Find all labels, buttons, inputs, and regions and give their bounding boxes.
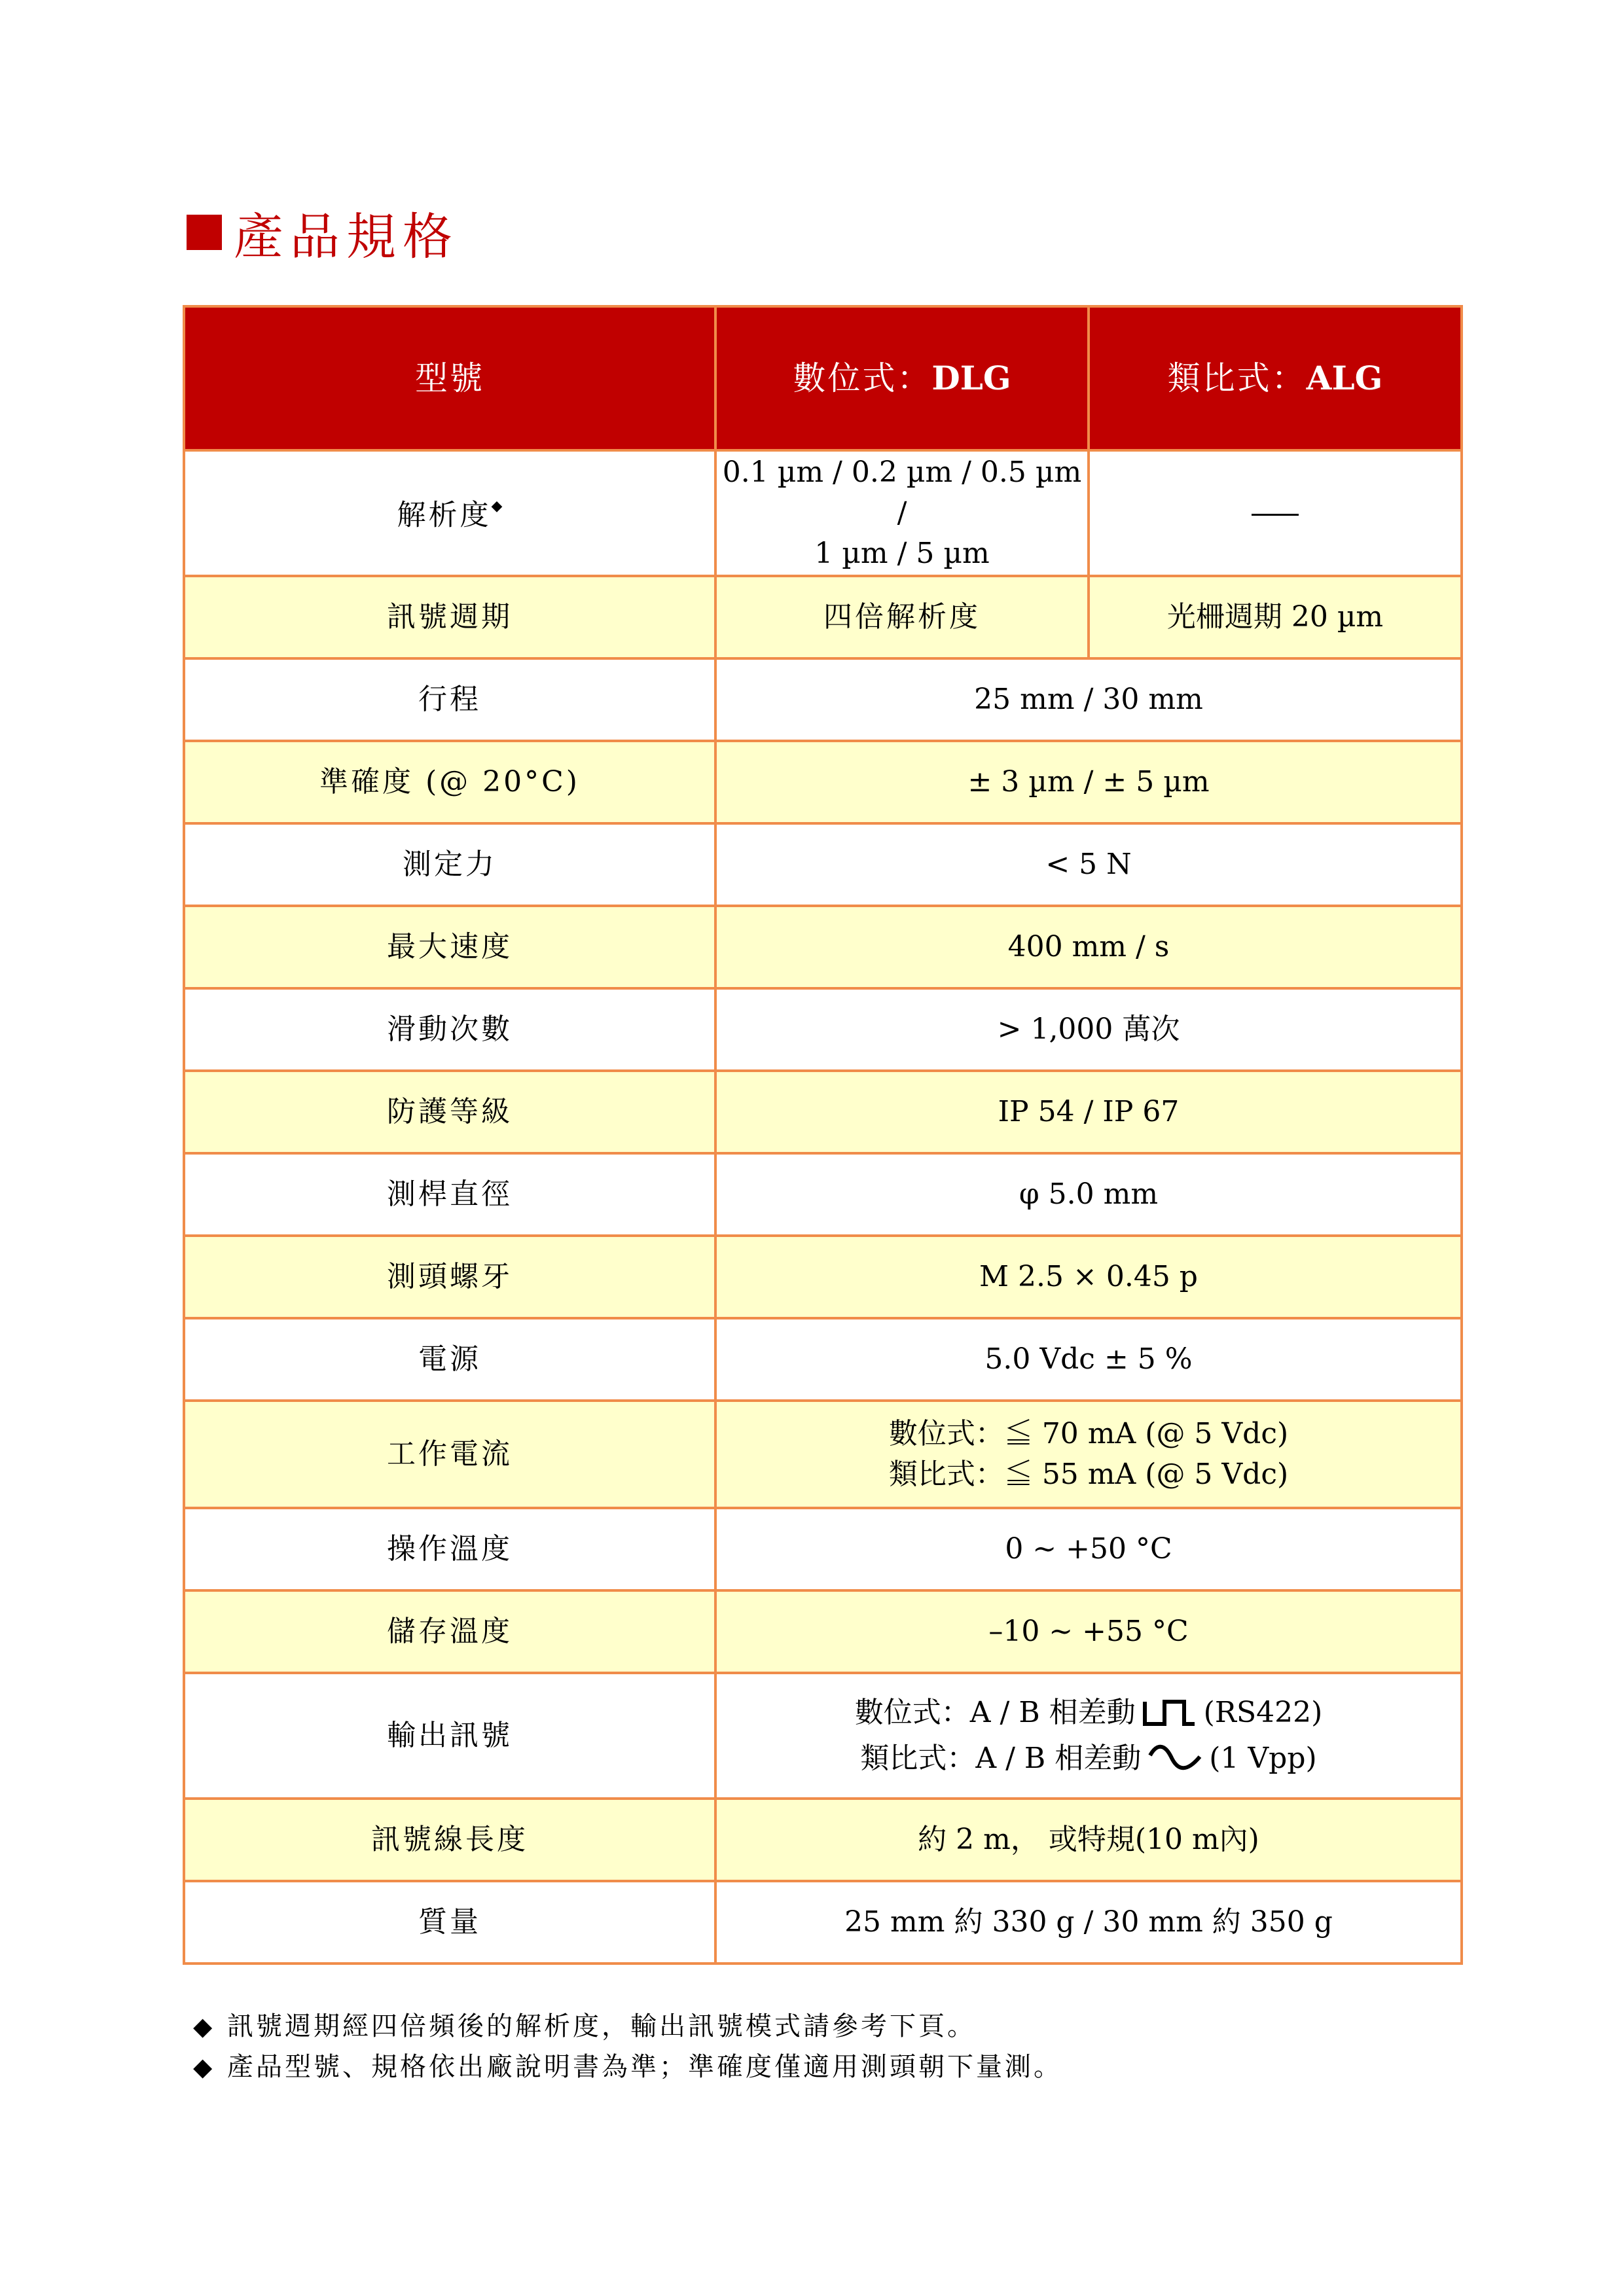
footnote-item: ◆ 訊號週期經四倍頻後的解析度，輸出訊號模式請參考下頁。	[193, 2006, 1062, 2047]
row-label: 準確度 (@ 20°C)	[184, 741, 715, 823]
row-value	[715, 1401, 1462, 1508]
row-label: 工作電流	[184, 1401, 715, 1508]
row-label: 測桿直徑	[184, 1153, 715, 1236]
table-row-cable	[184, 1799, 1462, 1881]
row-label: 解析度◆	[184, 450, 715, 576]
row-value: M 2.5 × 0.45 p	[715, 1236, 1462, 1318]
footnotes	[193, 2006, 1062, 2087]
footnote-item: ◆ 產品型號、規格依出廠說明書為準；準確度僅適用測頭朝下量測。	[193, 2047, 1062, 2087]
row-label: 輸出訊號	[184, 1673, 715, 1799]
table-row-mass	[184, 1881, 1462, 1964]
title-square-icon	[187, 215, 222, 250]
diamond-bullet-icon: ◆	[193, 2012, 215, 2041]
row-label: 訊號週期	[184, 576, 715, 658]
row-value: 0 ~ +50 °C	[715, 1508, 1462, 1590]
row-value: 25 mm 約 330 g / 30 mm 約 350 g	[715, 1881, 1462, 1964]
table-row-output	[184, 1673, 1462, 1799]
output-digital: 數位式：A / B 相差動 (RS422)	[854, 1696, 1323, 1729]
table-row-storage-temp	[184, 1590, 1462, 1673]
row-label: 操作溫度	[184, 1508, 715, 1590]
table-row-power	[184, 1318, 1462, 1401]
current-analog: 類比式：≦ 55 mA (@ 5 Vdc)	[888, 1458, 1289, 1491]
table-row-op-temp	[184, 1508, 1462, 1590]
row-value: φ 5.0 mm	[715, 1153, 1462, 1236]
row-value: 5.0 Vdc ± 5 %	[715, 1318, 1462, 1401]
table-row-head-thread	[184, 1236, 1462, 1318]
row-value: 約 2 m， 或特規(10 m內)	[715, 1799, 1462, 1881]
square-wave-icon	[1142, 1696, 1197, 1729]
signal-period-analog: 光柵週期 20 µm	[1089, 576, 1462, 658]
row-label: 行程	[184, 658, 715, 741]
resolution-digital-value: 0.1 µm / 0.2 µm / 0.5 µm / 1 µm / 5 µm	[715, 450, 1089, 576]
row-label: 電源	[184, 1318, 715, 1401]
diamond-bullet-icon: ◆	[193, 2053, 215, 2081]
row-label: 測頭螺牙	[184, 1236, 715, 1318]
row-value: < 5 N	[715, 823, 1462, 906]
header-analog: 類比式：ALG	[1089, 306, 1462, 450]
row-value: 25 mm / 30 mm	[715, 658, 1462, 741]
section-title-text: 產品規格	[234, 207, 459, 266]
table-row-rod-diameter	[184, 1153, 1462, 1236]
output-analog: 類比式：A / B 相差動 (1 Vpp)	[860, 1742, 1317, 1775]
table-row-accuracy	[184, 741, 1462, 823]
section-title	[187, 196, 459, 268]
current-digital: 數位式：≦ 70 mA (@ 5 Vdc)	[888, 1417, 1289, 1450]
footnote-diamond-icon: ◆	[491, 498, 503, 515]
header-digital: 數位式：DLG	[715, 306, 1089, 450]
sine-wave-icon	[1147, 1742, 1202, 1775]
row-value: ± 3 µm / ± 5 µm	[715, 741, 1462, 823]
table-row-signal-period	[184, 576, 1462, 658]
row-value: 400 mm / s	[715, 906, 1462, 988]
not-applicable-dash-icon	[1252, 514, 1299, 516]
resolution-analog-value	[1089, 450, 1462, 576]
row-label: 滑動次數	[184, 988, 715, 1071]
row-label: 儲存溫度	[184, 1590, 715, 1673]
row-label: 質量	[184, 1881, 715, 1964]
table-row-resolution	[184, 450, 1462, 576]
header-model: 型號	[184, 306, 715, 450]
table-row-slide-count	[184, 988, 1462, 1071]
row-label: 防護等級	[184, 1071, 715, 1153]
table-row-force	[184, 823, 1462, 906]
row-value: > 1,000 萬次	[715, 988, 1462, 1071]
row-label: 訊號線長度	[184, 1799, 715, 1881]
row-value	[715, 1673, 1462, 1799]
row-label: 測定力	[184, 823, 715, 906]
row-value: IP 54 / IP 67	[715, 1071, 1462, 1153]
table-row-protection	[184, 1071, 1462, 1153]
table-row-max-speed	[184, 906, 1462, 988]
table-row-current	[184, 1401, 1462, 1508]
spec-table	[183, 305, 1463, 1965]
table-header-row	[184, 306, 1462, 450]
row-label: 最大速度	[184, 906, 715, 988]
row-value: –10 ~ +55 °C	[715, 1590, 1462, 1673]
signal-period-digital: 四倍解析度	[715, 576, 1089, 658]
table-row-stroke	[184, 658, 1462, 741]
